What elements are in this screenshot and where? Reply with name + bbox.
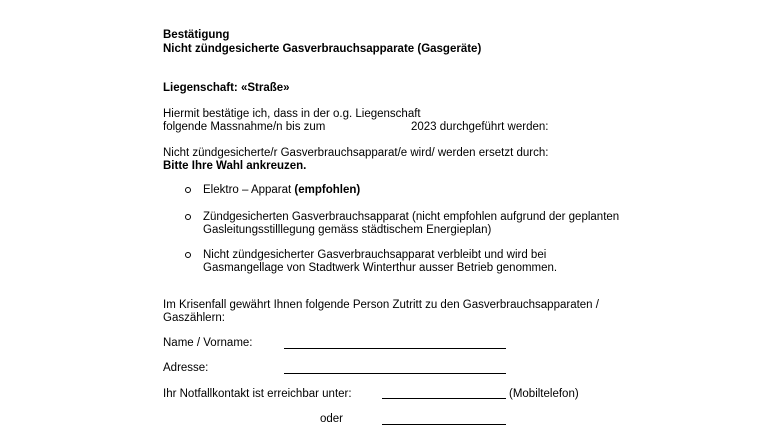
option-3-bullet[interactable] [185,252,191,258]
option-2-line-1: Zündgesicherten Gasverbrauchsapparat (nicht empfohlen aufgrund der geplanten [203,211,620,223]
crisis-line-1: Im Krisenfall gewährt Ihnen folgende Person Zutritt zu den Gasverbrauchsapparaten / [163,299,599,311]
option-1-label: Elektro – Apparat [203,184,295,196]
option-1-text [203,183,360,197]
confirmation-line-2-start: folgende Massnahme/n bis zum [163,121,326,133]
alternate-contact-input-line[interactable] [382,424,506,425]
contact-label: Ihr Notfallkontakt ist erreichbar unter: [163,388,352,400]
mobile-suffix: (Mobiltelefon) [509,388,579,400]
property-line [163,81,290,95]
option-2-bullet[interactable] [185,214,191,220]
choice-instruction: Bitte Ihre Wahl ankreuzen. [163,160,307,172]
mobile-input-line[interactable] [382,398,506,399]
option-1-bullet[interactable] [185,187,191,193]
option-1-recommended: (empfohlen) [294,184,361,196]
name-label: Name / Vorname: [163,337,253,349]
option-2-line-2: Gasleitungsstilllegung gemäss städtischem Energieplan) [203,224,492,236]
confirmation-line-1: Hiermit bestätige ich, dass in der o.g. Liegenschaft [163,108,421,120]
document-subtitle: Nicht zündgesicherte Gasverbrauchsapparate (Gasgeräte) [163,43,482,55]
crisis-line-2: Gaszählern: [163,312,226,324]
name-input-line[interactable] [284,348,506,349]
option-3-line-1: Nicht zündgesicherter Gasverbrauchsapparat verbleibt und wird bei [203,249,547,261]
address-input-line[interactable] [284,373,506,374]
replacement-line: Nicht zündgesicherte/r Gasverbrauchsapparat/e wird/ werden ersetzt durch: [163,147,549,159]
property-value: «Straße» [240,82,290,94]
property-label: Liegenschaft: [163,82,238,94]
address-label: Adresse: [163,362,209,374]
or-label: oder [320,413,344,425]
option-3-line-2: Gasmangellage von Stadtwerk Winterthur ausser Betrieb genommen. [203,262,558,274]
document-title: Bestätigung [163,29,230,41]
confirmation-line-2-end: 2023 durchgeführt werden: [411,121,549,133]
